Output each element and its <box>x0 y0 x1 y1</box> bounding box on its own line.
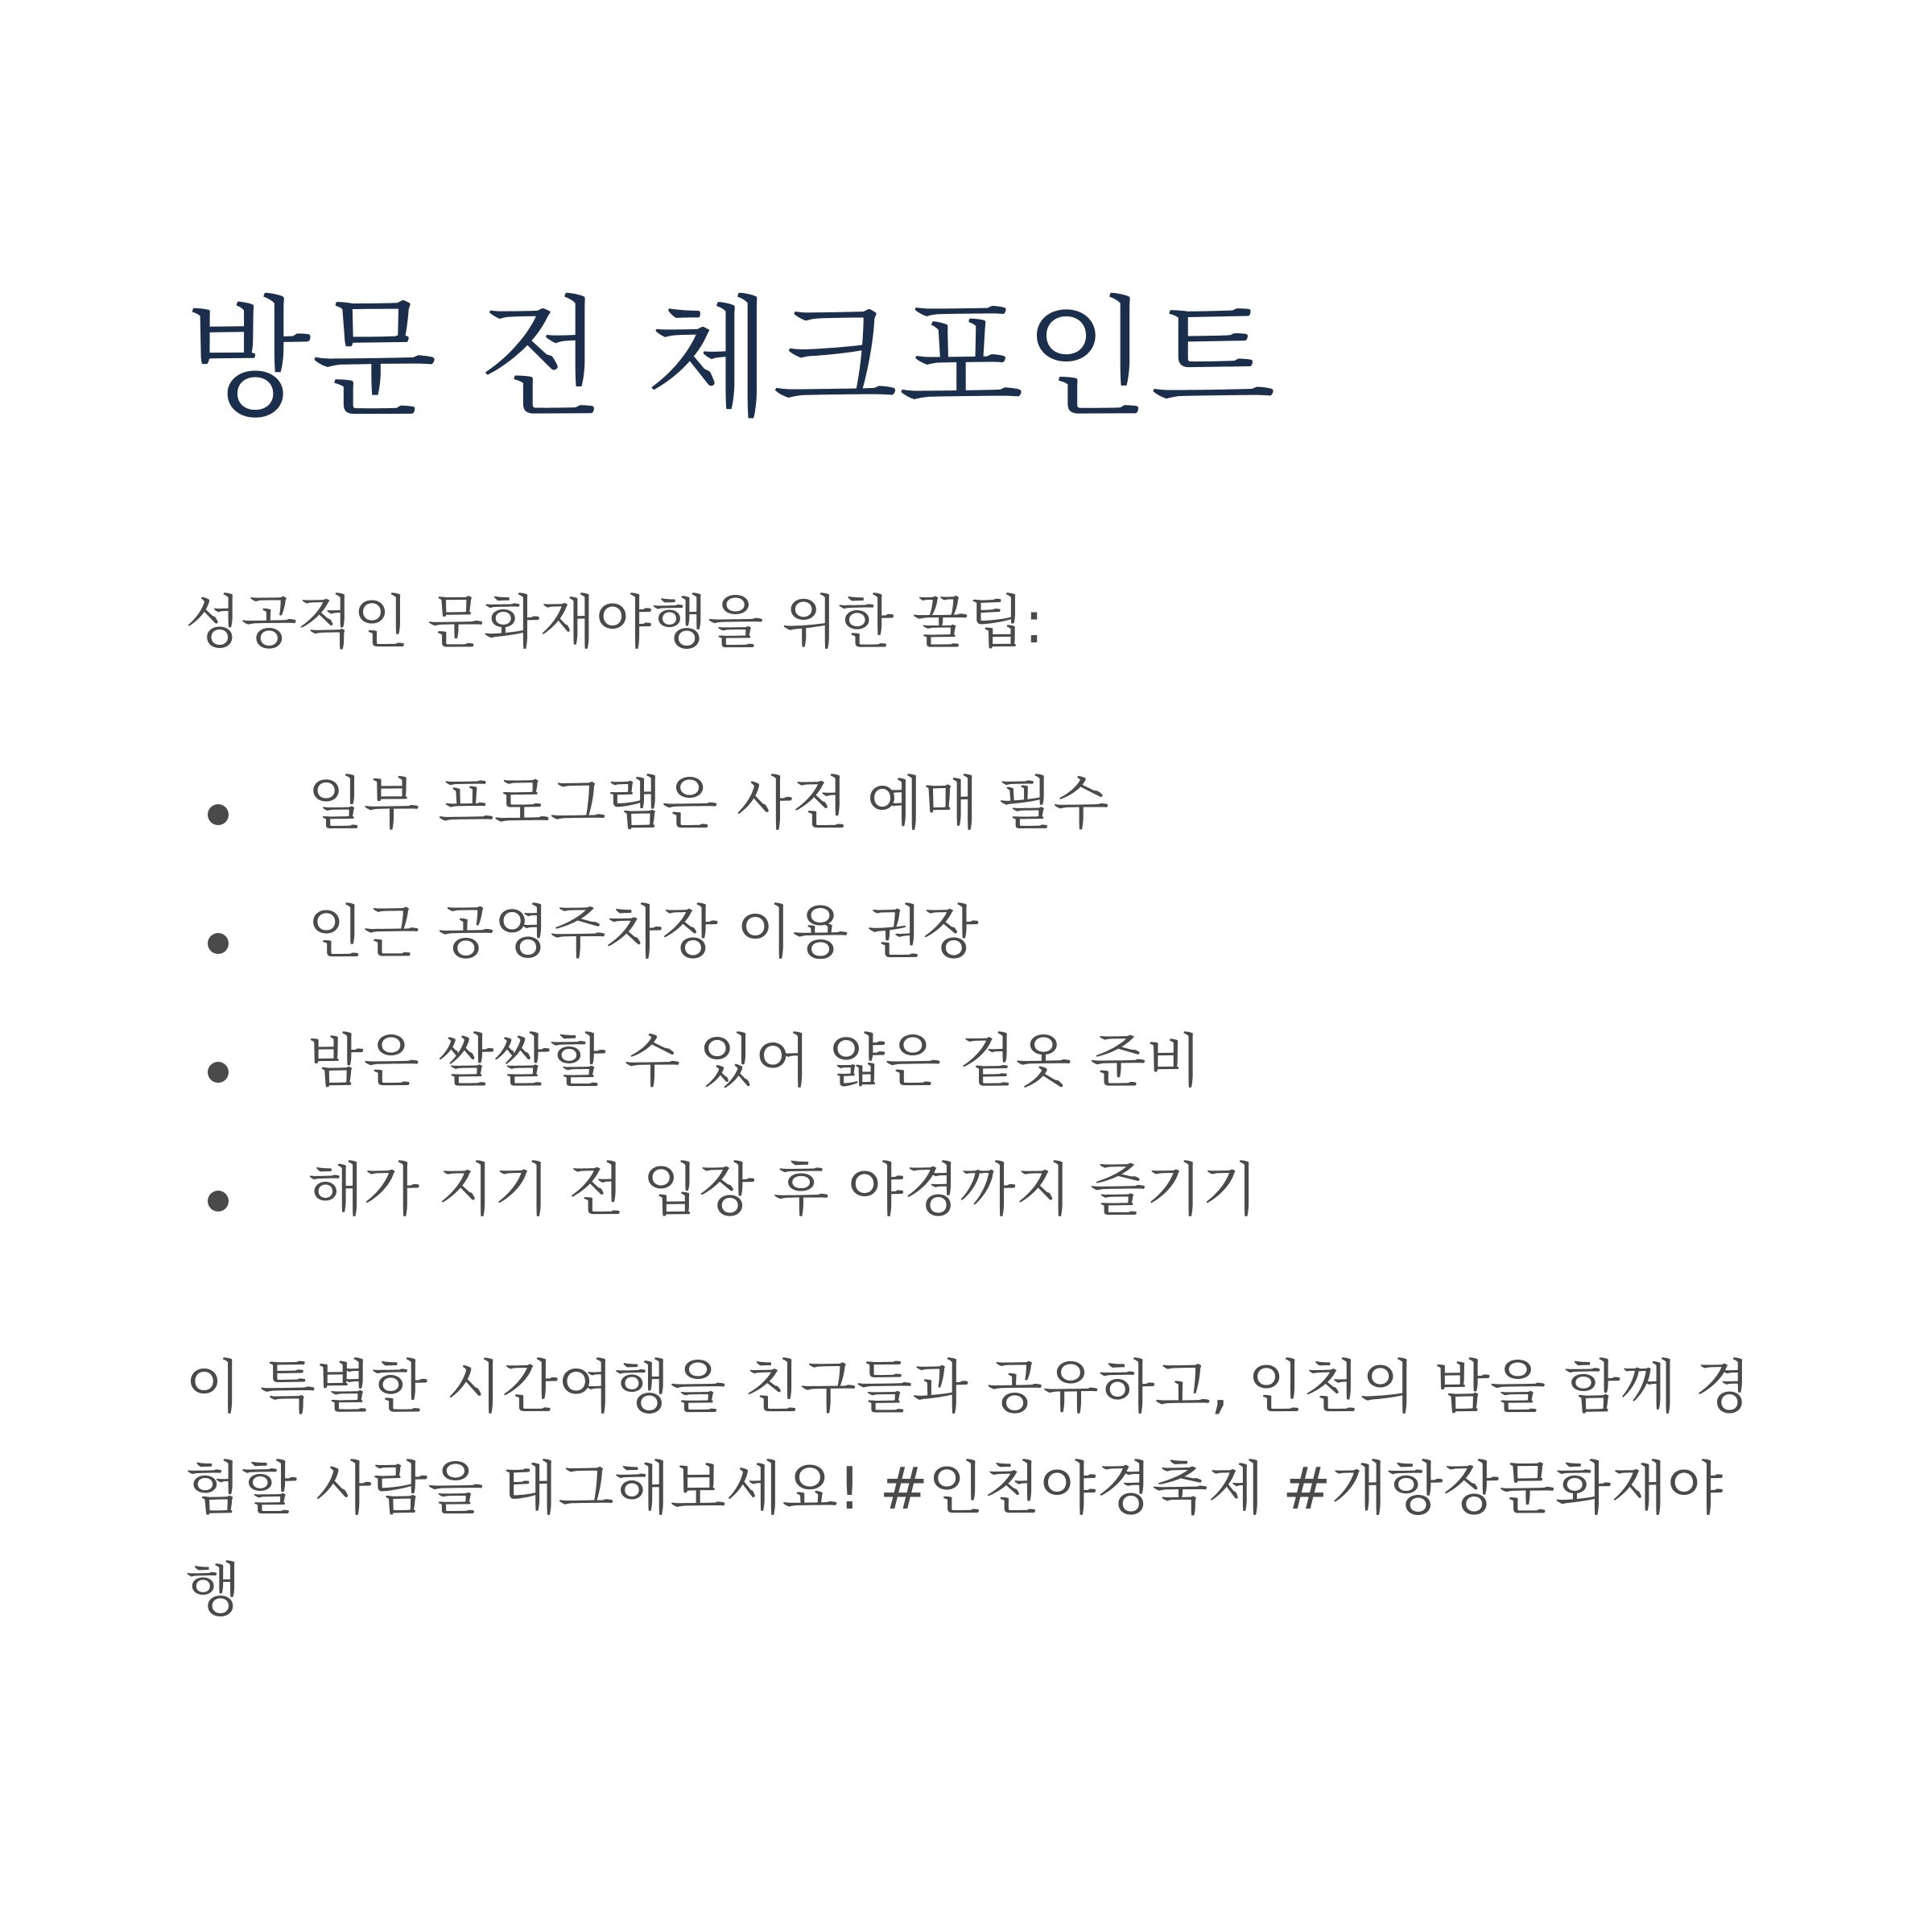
bullet-icon <box>208 1062 229 1083</box>
list-item <box>185 898 1258 1026</box>
tips-list <box>185 769 1258 1284</box>
list-item <box>185 1026 1258 1155</box>
bullet-icon <box>208 1191 229 1212</box>
tip-text: 해가 지기 전 입장 후 야경까지 즐기기 <box>308 1156 1258 1224</box>
outro-text: 이 특별한 시간여행을 친구들과 공유하고, 인천의 밤을 함께 경험할 사람을 태그해보세요! #인천야경축제 #개항장문화재야행 <box>185 1353 1751 1624</box>
list-item <box>185 769 1258 898</box>
page-title: 방문 전 체크포인트 <box>185 284 1276 436</box>
intro-text: 성공적인 문화재야행을 위한 꿀팁: <box>185 588 1044 656</box>
bullet-icon <box>208 933 229 954</box>
tip-text: 밤은 쌀쌀할 수 있어 얇은 겉옷 준비 <box>308 1027 1203 1095</box>
list-item <box>185 1155 1258 1284</box>
tip-text: 인근 공영주차장 이용 권장 <box>308 898 979 966</box>
tip-text: 일부 프로그램은 사전 예매 필수 <box>308 770 1109 837</box>
bullet-icon <box>208 804 229 825</box>
